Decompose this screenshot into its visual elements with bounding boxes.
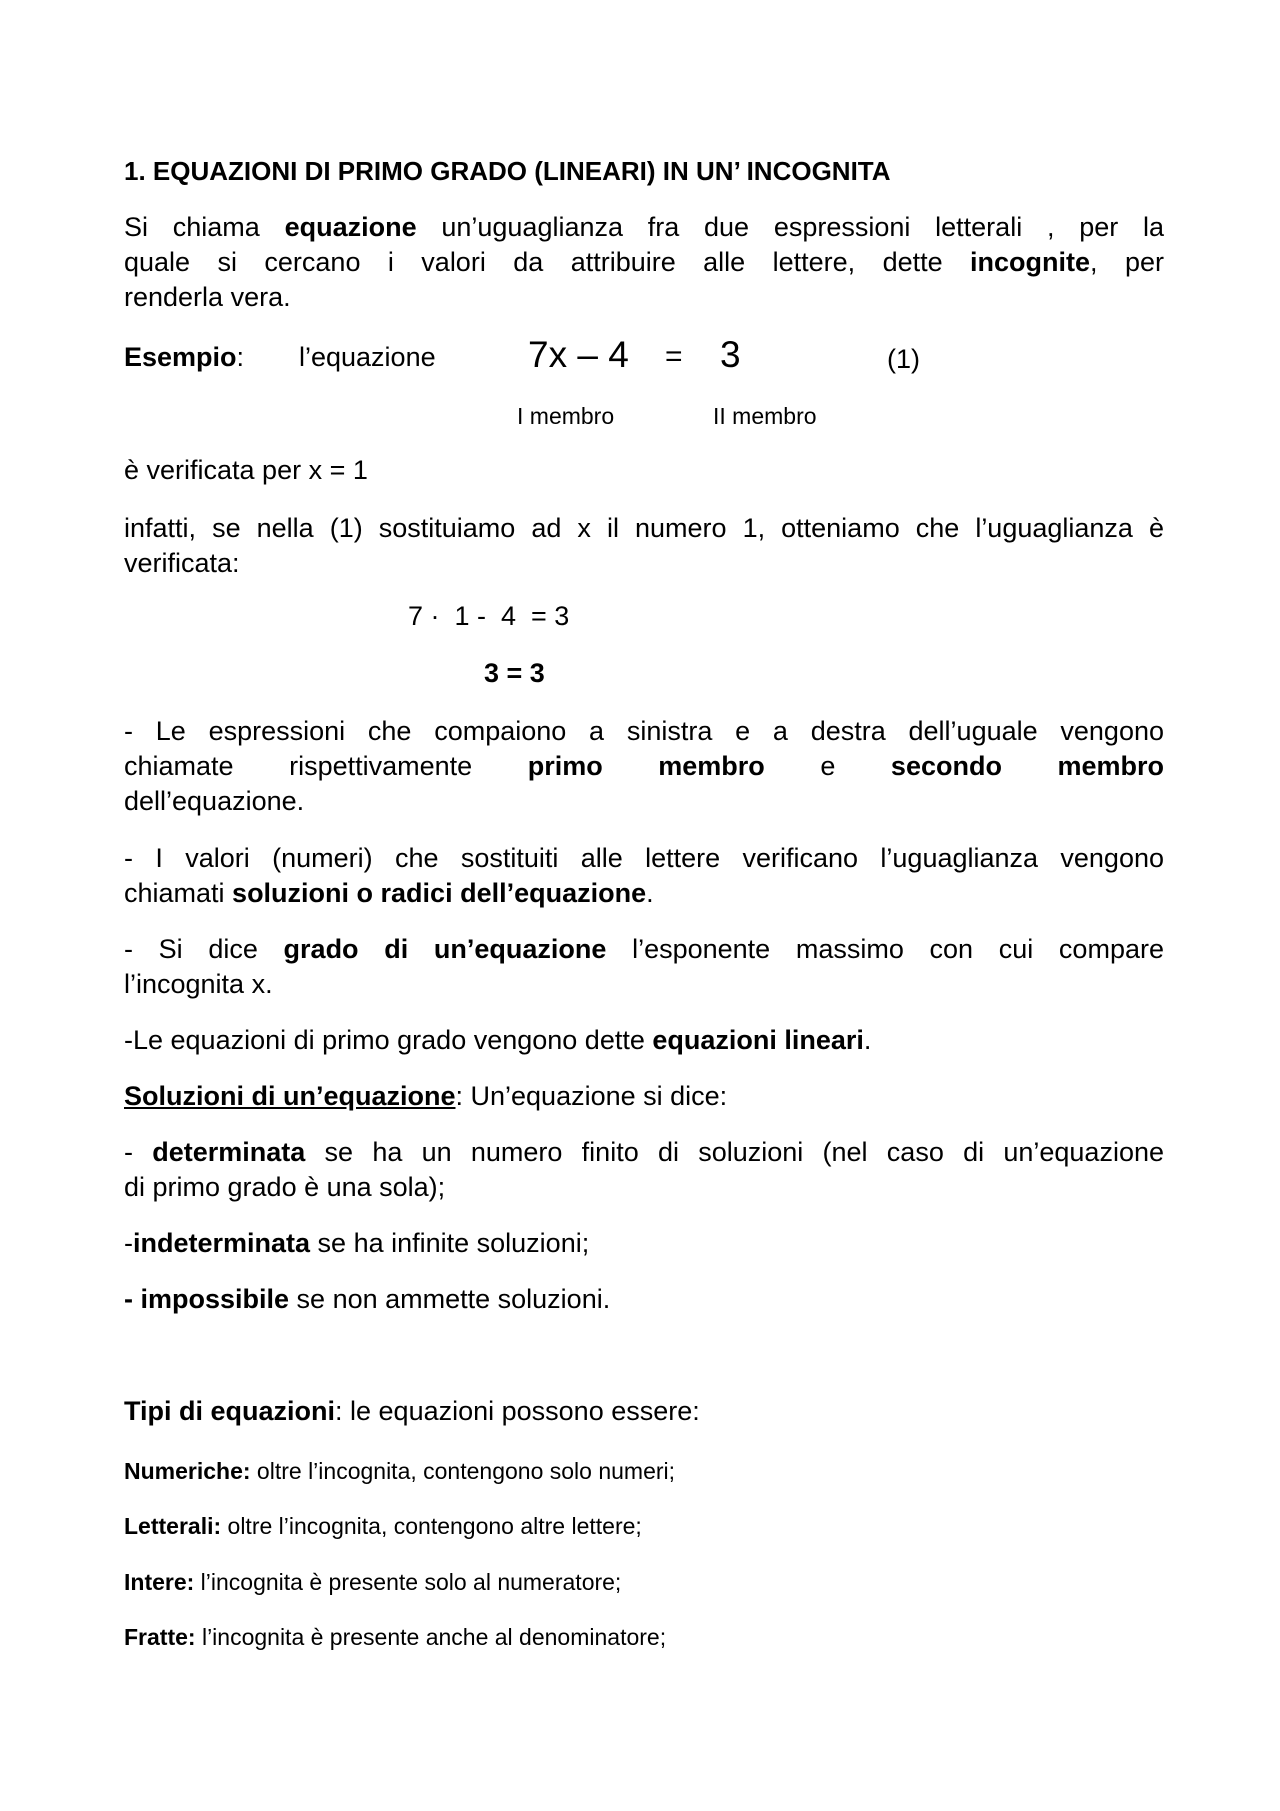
rhs-label: II membro [713, 403, 817, 429]
type-item-intere: Intere: l’incognita è presente solo al numeratore; [124, 1569, 622, 1595]
verified-for: è verificata per x = 1 [124, 455, 368, 485]
term-incognite: incognite [970, 247, 1091, 277]
example-intro: l’equazione [299, 342, 436, 372]
solutions-note-line-2: chiamati soluzioni o radici dell’equazione. [124, 878, 654, 908]
solution-item-determinata-cont: di primo grado è una sola); [124, 1172, 446, 1202]
members-line-2: chiamate rispettivamente primo membro e secondo membro [124, 751, 1165, 781]
definition-line-3: renderla vera. [124, 282, 291, 312]
linear-note: -Le equazioni di primo grado vengono dette equazioni lineari. [124, 1025, 872, 1055]
solutions-note-line-1: - I valori (numeri) che sostituiti alle lettere verificano l’uguaglianza vengono [124, 843, 1164, 873]
equation-lhs: 7x – 4 [528, 334, 629, 375]
solution-item-determinata: - determinata se ha un numero finito di soluzioni (nel caso di un’equazione [124, 1137, 1164, 1167]
substitution-line-1: infatti, se nella (1) sostituiamo ad x il numero 1, otteniamo che l’uguaglianza è [124, 513, 1164, 543]
definition-line-2: quale si cercano i valori da attribuire alle lettere, dette incognite, per [124, 247, 1164, 277]
degree-note-line-1: - Si dice grado di un’equazione l’esponente massimo con cui compare [124, 934, 1164, 964]
substitution-line-2: verificata: [124, 548, 240, 578]
solution-item-impossibile: - impossibile se non ammette soluzioni. [124, 1284, 611, 1314]
types-heading: Tipi di equazioni [124, 1396, 336, 1426]
types-heading-line: Tipi di equazioni: le equazioni possono essere: [124, 1396, 700, 1426]
substitution-result: 3 = 3 [484, 658, 545, 688]
degree-note-line-2: l’incognita x. [124, 969, 273, 999]
solutions-heading-line: Soluzioni di un’equazione: Un’equazione si dice: [124, 1081, 728, 1111]
term-soluzioni-radici: soluzioni o radici dell’equazione [232, 878, 647, 908]
definition-line-1: Si chiama equazione un’uguaglianza fra due espressioni letterali , per la [124, 212, 1164, 242]
equation-rhs: 3 [720, 334, 741, 375]
term-primo-membro: primo membro [527, 751, 765, 781]
type-item-numeriche: Numeriche: oltre l’incognita, contengono solo numeri; [124, 1458, 676, 1484]
term-grado: grado di un’equazione [283, 934, 607, 964]
substitution-calc: 7 · 1 - 4 = 3 [408, 601, 570, 631]
type-item-fratte: Fratte: l’incognita è presente anche al denominatore; [124, 1624, 667, 1650]
lhs-label: I membro [517, 403, 615, 429]
example-label: Esempio: [124, 342, 245, 372]
members-line-1: - Le espressioni che compaiono a sinistra e a destra dell’uguale vengono [124, 716, 1164, 746]
term-equazione: equazione [284, 212, 417, 242]
members-line-3: dell’equazione. [124, 786, 305, 816]
equation-number: (1) [887, 344, 920, 374]
section-title: 1. EQUAZIONI DI PRIMO GRADO (LINEARI) IN UN’ INCOGNITA [124, 156, 891, 186]
term-equazioni-lineari: equazioni lineari [652, 1025, 864, 1055]
solution-item-indeterminata: -indeterminata se ha infinite soluzioni; [124, 1228, 590, 1258]
type-item-letterali: Letterali: oltre l’incognita, contengono altre lettere; [124, 1513, 642, 1539]
equation-equals: = [665, 340, 683, 373]
term-secondo-membro: secondo membro [890, 751, 1165, 781]
solutions-heading: Soluzioni di un’equazione [124, 1081, 456, 1111]
